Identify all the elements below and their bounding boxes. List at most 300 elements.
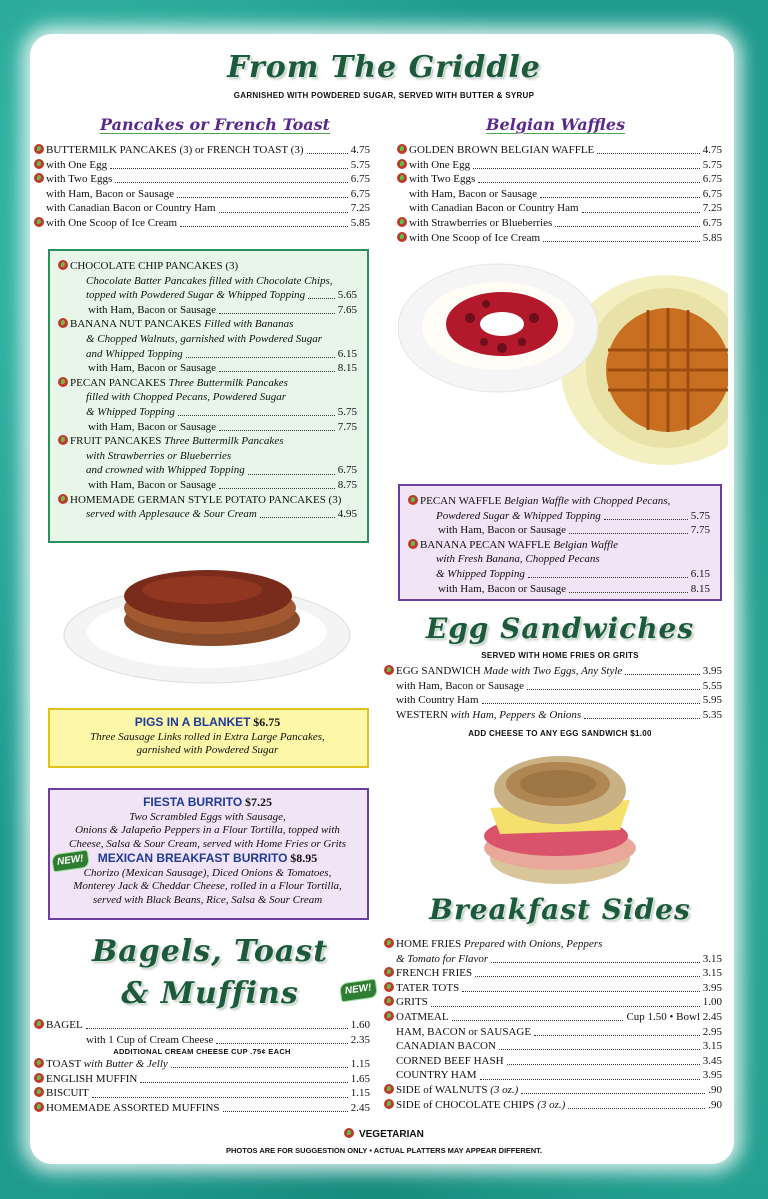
menu-item-price: 5.95	[702, 694, 722, 707]
menu-item-name: BISCUIT	[46, 1087, 89, 1100]
specialty-item-title-line	[408, 494, 710, 509]
vegetarian-icon	[34, 144, 44, 154]
specialty-item-row	[408, 509, 710, 524]
egg-sandwich-list	[384, 664, 722, 722]
specialty-item-desc: and Whipped Topping	[86, 347, 183, 360]
dot-leader	[462, 984, 700, 992]
menu-item-name: WESTERN	[396, 708, 448, 721]
menu-item-row	[384, 1010, 722, 1025]
waffle-photo	[398, 260, 728, 470]
dot-leader	[582, 205, 700, 213]
specialty-item-title-line	[58, 434, 357, 449]
vegetarian-icon	[397, 173, 407, 183]
menu-item-price: 7.25	[350, 202, 370, 215]
vegetarian-icon	[58, 260, 68, 270]
dot-leader	[219, 205, 348, 213]
specialty-item-title-desc: Three Buttermilk Pancakes	[164, 435, 284, 448]
dot-leader	[568, 1101, 705, 1109]
menu-item-name: SIDE of WALNUTS	[396, 1083, 488, 1096]
specialty-item-title-line	[408, 538, 710, 553]
vegetarian-icon	[408, 539, 418, 549]
menu-item-name-wrap	[384, 1098, 565, 1113]
menu-item-desc: Prepared with Onions, Peppers	[463, 938, 603, 950]
menu-item-row	[34, 1086, 370, 1101]
specialty-item-row	[408, 567, 710, 582]
menu-item-row	[34, 216, 370, 231]
vegetarian-icon	[397, 159, 407, 169]
specialty-item-row	[58, 507, 357, 522]
vegetarian-icon	[384, 996, 394, 1006]
vegetarian-icon	[384, 1011, 394, 1021]
vegetarian-icon	[397, 217, 407, 227]
specialty-item-desc: & Chopped Walnuts, garnished with Powdered Sugar	[86, 332, 322, 345]
specialty-item-desc: with Strawberries or Blueberries	[86, 449, 232, 462]
dot-leader	[475, 969, 700, 977]
dot-leader	[521, 1086, 705, 1094]
menu-item-name-wrap	[34, 143, 304, 158]
menu-item-desc: Made with Two Eggs, Any Style	[483, 665, 623, 677]
menu-item-name: HAM, BACON or SAUSAGE	[396, 1025, 532, 1038]
dot-leader	[216, 1036, 347, 1044]
dot-leader	[527, 682, 700, 690]
specialty-pancakes-box	[48, 249, 369, 543]
menu-item-name: HOME FRIES	[396, 938, 462, 950]
menu-item-row	[34, 143, 370, 158]
specialty-item-sub-row	[408, 582, 710, 597]
vegetarian-icon	[384, 1084, 394, 1094]
menu-item-price: 6.75	[350, 187, 370, 200]
vegetarian-icon	[58, 318, 68, 328]
menu-item-price: 1.15	[350, 1058, 370, 1071]
menu-item-row	[34, 1057, 370, 1072]
specialty-item-desc: filled with Chopped Pecans, Powdered Sugar	[86, 391, 287, 404]
vegetarian-icon	[397, 144, 407, 154]
dot-leader	[482, 696, 700, 704]
specialty-item-desc: with Fresh Banana, Chopped Pecans	[436, 553, 600, 566]
menu-item-price: 7.25	[702, 202, 722, 215]
menu-item-name: with Canadian Bacon or Country Ham	[46, 202, 216, 215]
mex-desc-2: Monterey Jack & Cheddar Cheese, rolled in a Flour Tortilla,	[73, 880, 342, 892]
menu-item-name: with Two Eggs	[46, 173, 113, 186]
burritos-box	[48, 788, 369, 920]
menu-item-row	[397, 172, 722, 187]
menu-item-name: COUNTRY HAM	[396, 1069, 477, 1082]
menu-item-row	[397, 231, 722, 246]
menu-item-name-wrap	[396, 952, 488, 967]
menu-item-name: with One Egg	[46, 158, 108, 171]
specialty-item-title-line	[58, 259, 357, 274]
menu-item-price: Cup 1.50 • Bowl 2.45	[626, 1010, 722, 1023]
vegetarian-icon	[34, 1087, 44, 1097]
menu-item-name-wrap	[396, 693, 479, 708]
footer-note: PHOTOS ARE FOR SUGGESTION ONLY • ACTUAL PLATTERS MAY APPEAR DIFFERENT.	[226, 1146, 542, 1155]
specialty-item-price: 6.75	[337, 464, 357, 477]
specialty-item-desc: Powdered Sugar & Whipped Topping	[436, 509, 601, 522]
fiesta-desc-2: Onions & Jalapeño Peppers in a Flour Tortilla, topped with	[75, 824, 340, 836]
specialty-item-title-desc: Belgian Waffle	[553, 538, 619, 551]
menu-item-price: 2.45	[350, 1101, 370, 1114]
menu-item-row	[384, 693, 722, 708]
menu-item-name-wrap	[34, 1101, 220, 1116]
menu-item-price: 1.00	[702, 996, 722, 1009]
menu-item-name: FRENCH FRIES	[396, 967, 473, 980]
dot-leader	[543, 234, 700, 242]
menu-item-name: with One Scoop of Ice Cream	[409, 231, 541, 244]
menu-item-price: 3.45	[702, 1054, 722, 1067]
fiesta-burrito-price: $7.25	[244, 795, 272, 809]
menu-item-name-wrap	[396, 1054, 504, 1069]
specialty-item-title: BANANA PECAN WAFFLE	[420, 538, 551, 551]
pigs-price: $6.75	[253, 715, 281, 729]
menu-item-desc: (3 oz.)	[490, 1083, 519, 1096]
menu-item-row	[34, 201, 370, 216]
dot-leader	[248, 467, 335, 475]
specialty-item-desc: and crowned with Whipped Topping	[86, 464, 245, 477]
menu-item-price: 3.95	[702, 1069, 722, 1082]
menu-item-row	[34, 1101, 370, 1116]
vegetarian-label: VEGETARIAN	[358, 1129, 424, 1140]
vegetarian-icon	[34, 1102, 44, 1112]
menu-item-price: 1.15	[350, 1087, 370, 1100]
menu-item-desc: (3 oz.)	[537, 1098, 566, 1111]
menu-item-name: CANADIAN BACON	[396, 1040, 496, 1053]
dot-leader	[186, 350, 335, 358]
menu-item-name: with Strawberries or Blueberries	[409, 216, 553, 229]
specialty-item-desc: Chocolate Batter Pancakes filled with Chocolate Chips,	[86, 274, 333, 287]
menu-item-name: ENGLISH MUFFIN	[46, 1072, 138, 1085]
menu-item-name: TOAST	[46, 1058, 82, 1071]
menu-item-name: with Ham, Bacon or Sausage	[409, 187, 537, 200]
dot-leader	[507, 1057, 700, 1065]
menu-item-row	[397, 187, 722, 202]
specialty-item-title-line	[58, 317, 357, 332]
menu-item-row	[384, 952, 722, 967]
specialty-waffles-box	[398, 484, 722, 601]
menu-item-row	[384, 679, 722, 694]
specialty-item-title: FRUIT PANCAKES	[70, 435, 162, 448]
dot-leader	[540, 190, 700, 198]
menu-item-price: 3.95	[702, 665, 722, 677]
menu-item-name: with Country Ham	[396, 694, 479, 707]
vegetarian-icon	[34, 1019, 44, 1029]
specialty-item-sub: with Ham, Bacon or Sausage	[88, 420, 216, 433]
specialty-item-desc: topped with Powdered Sugar & Whipped Topping	[86, 289, 306, 302]
menu-item-name-wrap	[34, 216, 177, 231]
menu-item-row	[384, 1068, 722, 1083]
menu-item-name-wrap	[396, 1039, 496, 1054]
mexican-burrito-price: $8.95	[290, 851, 318, 865]
bagels-heading-1: Bagels, Toast	[91, 934, 329, 969]
vegetarian-icon	[58, 377, 68, 387]
menu-item-name-wrap	[34, 1086, 89, 1101]
specialty-item-sub-price: 7.65	[337, 303, 357, 316]
menu-item-name-wrap	[34, 158, 107, 173]
new-badge: NEW!	[51, 850, 90, 872]
specialty-item-sub-price: 8.75	[337, 478, 357, 491]
menu-item-price: .90	[708, 1098, 722, 1111]
fiesta-desc-1: Two Scrambled Eggs with Sausage,	[129, 810, 286, 823]
dot-leader	[219, 364, 335, 372]
menu-item-name-wrap	[397, 216, 552, 231]
specialty-item-price: 5.75	[337, 405, 357, 418]
menu-item-price: 3.15	[702, 967, 722, 980]
menu-item-row	[384, 1054, 722, 1069]
vegetarian-icon	[34, 1058, 44, 1068]
menu-item-name: SIDE of CHOCOLATE CHIPS	[396, 1098, 535, 1111]
menu-item-row	[384, 708, 722, 723]
menu-item-name-wrap	[384, 995, 428, 1010]
specialty-item-sub: with Ham, Bacon or Sausage	[438, 524, 566, 537]
menu-item-name: GRITS	[396, 996, 428, 1009]
menu-item-row	[384, 937, 722, 952]
menu-item-name-wrap	[34, 172, 112, 187]
menu-item-name-wrap	[397, 158, 470, 173]
dot-leader	[452, 1013, 624, 1021]
specialty-item-title-desc: Three Buttermilk Pancakes	[168, 376, 288, 389]
dot-leader	[555, 219, 699, 227]
specialty-item-sub: with Ham, Bacon or Sausage	[88, 478, 216, 491]
specialty-item-row	[58, 347, 357, 362]
specialty-item-desc: served with Applesauce & Sour Cream	[86, 508, 257, 521]
vegetarian-legend	[0, 1128, 768, 1140]
pigs-desc-1: Three Sausage Links rolled in Extra Large Pancakes,	[90, 730, 325, 743]
vegetarian-icon	[408, 495, 418, 505]
menu-item-name-wrap	[397, 172, 475, 187]
menu-item-name-wrap	[384, 981, 459, 996]
menu-item-row	[384, 1083, 722, 1098]
specialty-item-title: PECAN WAFFLE	[420, 495, 502, 507]
egg-sandwich-photo	[470, 748, 650, 888]
menu-item-name-wrap	[384, 1010, 449, 1025]
menu-item-row	[397, 158, 722, 173]
menu-item-name: & Tomato for Flavor	[396, 952, 489, 965]
dot-leader	[223, 1104, 348, 1112]
specialty-item-price: 6.15	[337, 347, 357, 360]
menu-item-name: OATMEAL	[396, 1010, 449, 1023]
specialty-item-sub-price: 8.15	[690, 582, 710, 595]
specialty-item-sub: with Ham, Bacon or Sausage	[438, 582, 566, 595]
dot-leader	[219, 306, 335, 314]
menu-item-name: with Canadian Bacon or Country Ham	[409, 202, 579, 215]
vegetarian-icon	[34, 159, 44, 169]
menu-item-name-wrap	[384, 937, 602, 952]
specialty-item-title: PECAN PANCAKES	[70, 376, 166, 389]
menu-item-row	[384, 1039, 722, 1054]
specialty-item-row	[58, 288, 357, 303]
menu-item-desc: with Butter & Jelly	[83, 1058, 168, 1071]
menu-item-price: 5.75	[350, 158, 370, 171]
dot-leader	[480, 1072, 700, 1080]
menu-item-row	[384, 995, 722, 1010]
bagels-list	[34, 1018, 370, 1116]
menu-item-name: EGG SANDWICH	[396, 665, 481, 677]
dot-leader	[177, 190, 348, 198]
menu-item-price: 3.15	[702, 952, 722, 965]
menu-item-price: 6.75	[702, 216, 722, 229]
pigs-in-a-blanket-box	[48, 708, 369, 768]
specialty-item-desc: & Whipped Topping	[436, 567, 525, 580]
menu-item-name-wrap	[46, 201, 216, 216]
dot-leader	[219, 423, 335, 431]
menu-item-price: 3.15	[702, 1040, 722, 1053]
menu-item-price: 5.85	[702, 231, 722, 244]
menu-item-row	[34, 172, 370, 187]
specialty-item-sub-price: 7.75	[337, 420, 357, 433]
sides-heading: Breakfast Sides	[429, 893, 691, 926]
dot-leader	[140, 1075, 347, 1083]
dot-leader	[569, 585, 688, 593]
pigs-name: PIGS IN A BLANKET	[134, 715, 251, 729]
specialty-item-sub-row	[58, 478, 357, 493]
menu-item-name-wrap	[34, 1018, 83, 1033]
specialty-item-price: 6.15	[690, 567, 710, 580]
menu-item-price: 5.35	[702, 708, 722, 721]
menu-item-name-wrap	[397, 231, 540, 246]
pancake-photo	[62, 560, 352, 685]
menu-item-price: 4.75	[702, 144, 722, 156]
menu-item-name-wrap	[396, 679, 524, 694]
dot-leader	[260, 510, 335, 518]
menu-item-row	[34, 158, 370, 173]
dot-leader	[625, 667, 699, 675]
specialty-item-title: CHOCOLATE CHIP PANCAKES (3)	[70, 260, 239, 272]
dot-leader	[171, 1060, 348, 1068]
menu-item-name: HOMEMADE ASSORTED MUFFINS	[46, 1101, 220, 1114]
dot-leader	[528, 570, 688, 578]
specialty-item-price: 4.95	[337, 508, 357, 521]
menu-item-price: 5.55	[702, 679, 722, 692]
specialty-item-sub-row	[58, 420, 357, 435]
vegetarian-icon	[384, 1099, 394, 1109]
dot-leader	[307, 146, 348, 154]
menu-item-name-wrap	[384, 708, 581, 723]
dot-leader	[86, 1021, 348, 1029]
menu-item-name-wrap	[396, 1025, 531, 1040]
menu-item-name: BAGEL	[46, 1019, 83, 1031]
menu-item-price: 1.60	[350, 1019, 370, 1031]
dot-leader	[431, 999, 700, 1007]
waffles-heading: Belgian Waffles	[486, 115, 626, 134]
menu-item-price: 5.75	[702, 158, 722, 171]
dot-leader	[491, 955, 700, 963]
vegetarian-icon	[58, 494, 68, 504]
menu-item-row	[34, 187, 370, 202]
menu-item-name: with One Scoop of Ice Cream	[46, 216, 178, 229]
pigs-desc-2: garnished with Powdered Sugar	[136, 744, 279, 756]
dot-leader	[178, 408, 335, 416]
dot-leader	[569, 526, 688, 534]
dot-leader	[605, 940, 719, 948]
specialty-item-sub: with Ham, Bacon or Sausage	[88, 362, 216, 375]
dot-leader	[473, 161, 700, 169]
menu-item-row	[34, 1033, 370, 1048]
dot-leader	[92, 1090, 348, 1098]
menu-item-name-wrap	[384, 1083, 518, 1098]
menu-item-row	[384, 664, 722, 679]
vegetarian-icon	[384, 938, 394, 948]
specialty-item-price: 5.65	[337, 289, 357, 302]
vegetarian-icon	[34, 1073, 44, 1083]
specialty-item-sub-row	[58, 361, 357, 376]
menu-item-name: with One Egg	[409, 158, 471, 171]
specialty-item-title: HOMEMADE GERMAN STYLE POTATO PANCAKES (3)	[70, 493, 342, 506]
menu-item-name-wrap	[396, 1068, 477, 1083]
menu-item-row	[384, 1025, 722, 1040]
menu-item-row	[384, 1098, 722, 1113]
menu-item-row	[397, 201, 722, 216]
vegetarian-icon	[344, 1128, 354, 1138]
menu-item-name: TATER TOTS	[396, 981, 460, 994]
egg-sandwiches-heading: Egg Sandwiches	[425, 612, 695, 645]
menu-item-row	[34, 1018, 370, 1033]
menu-item-row	[384, 966, 722, 981]
pancakes-heading: Pancakes or French Toast	[100, 115, 330, 134]
menu-item-name: with Two Eggs	[409, 173, 476, 186]
vegetarian-icon	[34, 217, 44, 227]
dot-leader	[180, 219, 348, 227]
menu-item-price: 6.75	[702, 187, 722, 200]
specialty-item-title-desc: Belgian Waffle with Chopped Pecans,	[504, 495, 671, 507]
menu-item-name: BUTTERMILK PANCAKES (3) or FRENCH TOAST (3)	[46, 144, 304, 156]
menu-item-price: 6.75	[350, 173, 370, 186]
fiesta-desc-3: Cheese, Salsa & Sour Cream, served with Home Fries or Grits	[68, 837, 347, 850]
vegetarian-icon	[384, 967, 394, 977]
dot-leader	[219, 481, 335, 489]
menu-item-name-wrap	[46, 187, 174, 202]
menu-item-row	[397, 216, 722, 231]
menu-item-price: 2.35	[350, 1033, 370, 1046]
specialty-item-row	[58, 463, 357, 478]
dot-leader	[110, 161, 348, 169]
menu-item-price: 5.85	[350, 216, 370, 229]
dot-leader	[604, 512, 688, 520]
specialty-item-row	[58, 405, 357, 420]
dot-leader	[115, 175, 347, 183]
menu-item-price: 3.95	[702, 981, 722, 994]
dot-leader	[478, 175, 699, 183]
menu-item-name-wrap	[34, 1057, 168, 1072]
menu-item-name-wrap	[384, 966, 472, 981]
bagels-heading-2: & Muffins	[121, 976, 299, 1011]
menu-item-name-wrap	[409, 187, 537, 202]
menu-item-name: GOLDEN BROWN BELGIAN WAFFLE	[409, 144, 595, 156]
menu-item-row	[34, 1072, 370, 1087]
menu-item-name: with Ham, Bacon or Sausage	[46, 187, 174, 200]
menu-item-name: with 1 Cup of Cream Cheese	[86, 1033, 214, 1046]
menu-item-name-wrap	[34, 1072, 137, 1087]
menu-item-name: with Ham, Bacon or Sausage	[396, 679, 524, 692]
menu-item-price: 1.65	[350, 1072, 370, 1085]
fiesta-burrito-name: FIESTA BURRITO	[143, 795, 243, 809]
specialty-item-title: BANANA NUT PANCAKES	[70, 318, 202, 331]
dot-leader	[534, 1028, 700, 1036]
specialty-item-title-line	[58, 376, 357, 391]
menu-item-row	[344, 981, 722, 997]
mex-desc-3: served with Black Beans, Rice, Salsa & Sour Cream	[92, 893, 323, 906]
egg-sandwich-note: ADD CHEESE TO ANY EGG SANDWICH $1.00	[468, 729, 652, 738]
new-badge: NEW!	[339, 978, 378, 1002]
menu-item-name: CORNED BEEF HASH	[396, 1054, 504, 1067]
mex-desc-1: Chorizo (Mexican Sausage), Diced Onions & Tomatoes,	[83, 866, 332, 879]
vegetarian-icon	[384, 665, 394, 675]
menu-item-name-wrap	[86, 1033, 213, 1048]
menu-item-row	[397, 143, 722, 158]
specialty-item-sub-price: 8.15	[337, 362, 357, 375]
page-title: From The Griddle	[227, 50, 541, 85]
page-subtitle: GARNISHED WITH POWDERED SUGAR, SERVED WITH BUTTER & SYRUP	[233, 91, 535, 100]
menu-item-name-wrap	[409, 201, 579, 216]
specialty-item-sub-row	[408, 523, 710, 538]
